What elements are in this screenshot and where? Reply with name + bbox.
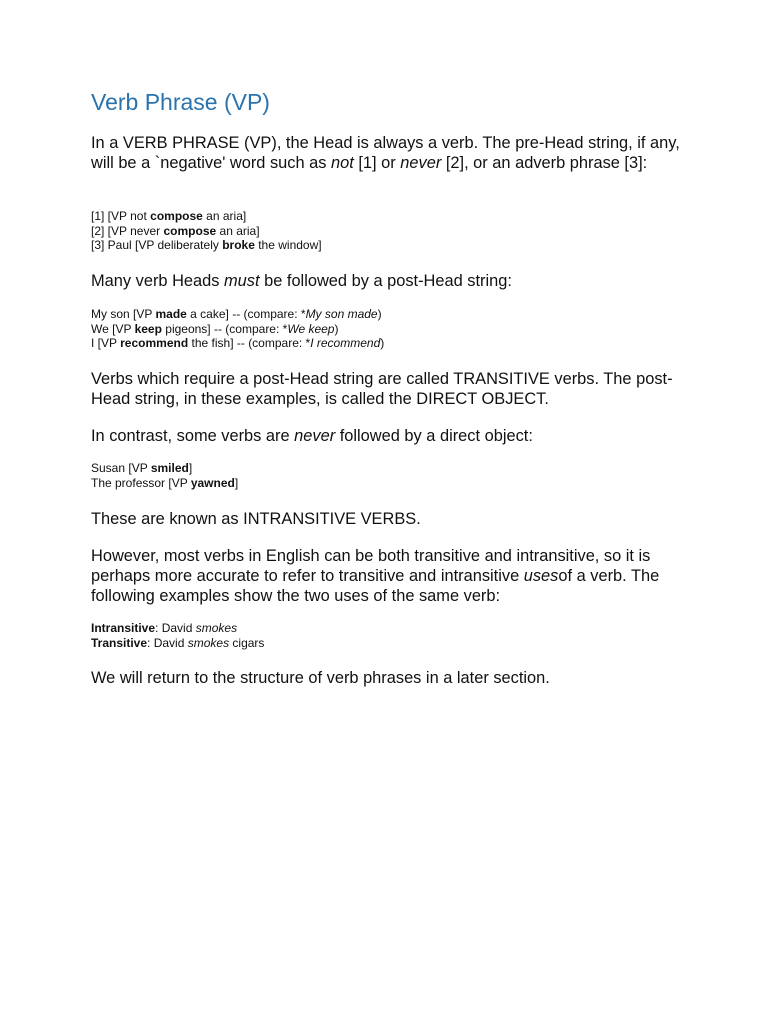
text: However, most verbs in English can be both transitive and intransitive, so it is perhaps more accurate to refer to transitive and intransitive (91, 547, 651, 585)
paragraph-vp-intro (91, 133, 691, 173)
text: The professor [VP (91, 475, 191, 490)
example-line (91, 209, 691, 224)
text: [2] [VP never (91, 223, 164, 238)
head-verb: compose (150, 209, 203, 223)
head-verb: recommend (120, 336, 189, 350)
use-label: Transitive (91, 635, 148, 650)
paragraph-post-head (91, 271, 691, 291)
text: We [VP (91, 321, 135, 336)
text: an aria] (202, 209, 247, 223)
ungrammatical-example: We keep (287, 321, 335, 336)
head-verb: yawned (190, 475, 235, 490)
paragraph-closing: We will return to the structure of verb phrases in a later section. (91, 669, 550, 687)
verb: smokes (187, 635, 230, 650)
example-line (91, 461, 691, 476)
use-label: Intransitive (91, 621, 156, 635)
text: a cake] -- (compare: * (186, 307, 306, 321)
emphasis-not: not (331, 154, 354, 172)
example-line (91, 322, 691, 337)
text: Many verb Heads (91, 272, 225, 290)
text: the window] (254, 238, 322, 252)
text: [3] Paul [VP deliberately (91, 238, 223, 252)
ungrammatical-example: I recommend (310, 336, 381, 350)
text: ) (334, 321, 339, 336)
text: I [VP (91, 336, 121, 350)
head-verb: keep (134, 321, 162, 336)
text: ] (234, 475, 239, 490)
ungrammatical-example: My son made (305, 307, 378, 321)
text: [2], or an adverb phrase [3]: (441, 154, 648, 172)
emphasis-uses: uses (523, 567, 559, 585)
page-title: Verb Phrase (VP) (91, 89, 270, 115)
head-verb: smiled (150, 461, 189, 475)
text: Susan [VP (91, 461, 151, 475)
text: In a VERB PHRASE (VP), the Head is always a verb. The pre-Head string, if any, will be a `negative' word such as (91, 134, 680, 172)
text: [1] [VP not (91, 209, 151, 223)
text: pigeons] -- (compare: * (161, 321, 288, 336)
text: [1] or (353, 154, 401, 172)
example-list-transitive (91, 307, 691, 351)
text: cigars (229, 635, 265, 650)
head-verb: broke (222, 238, 255, 252)
text: an aria] (216, 223, 260, 238)
example-line (91, 476, 691, 491)
text: the fish] -- (compare: * (188, 336, 311, 350)
example-line (91, 224, 691, 239)
emphasis-never: never (294, 427, 336, 445)
emphasis-never: never (400, 154, 442, 172)
example-line (91, 336, 691, 351)
example-line (91, 636, 691, 651)
head-verb: compose (163, 223, 217, 238)
paragraph-both-uses (91, 546, 691, 606)
text: ] (188, 461, 193, 475)
text: followed by a direct object: (335, 427, 533, 445)
text: ) (380, 336, 385, 350)
example-line (91, 307, 691, 322)
paragraph-transitive-definition: Verbs which require a post-Head string are called TRANSITIVE verbs. The post-Head string, in these examples, is called the DIRECT OBJECT. (91, 370, 673, 408)
text: of a verb. The following examples show the two uses of the same verb: (91, 567, 660, 605)
text: : David (155, 621, 196, 635)
verb: smokes (195, 621, 238, 635)
text: : David (147, 635, 188, 650)
example-list-two-uses (91, 621, 691, 650)
text: ) (377, 307, 382, 321)
text: In contrast, some verbs are (91, 427, 295, 445)
emphasis-must: must (224, 272, 260, 290)
example-list-intransitive (91, 461, 691, 490)
example-line (91, 621, 691, 636)
example-list-pre-head (91, 209, 691, 253)
paragraph-intransitive-verbs: These are known as INTRANSITIVE VERBS. (91, 510, 421, 528)
paragraph-contrast (91, 426, 691, 446)
example-line (91, 238, 691, 253)
head-verb: made (155, 307, 187, 321)
text: My son [VP (91, 307, 156, 321)
text: be followed by a post-Head string: (259, 272, 512, 290)
